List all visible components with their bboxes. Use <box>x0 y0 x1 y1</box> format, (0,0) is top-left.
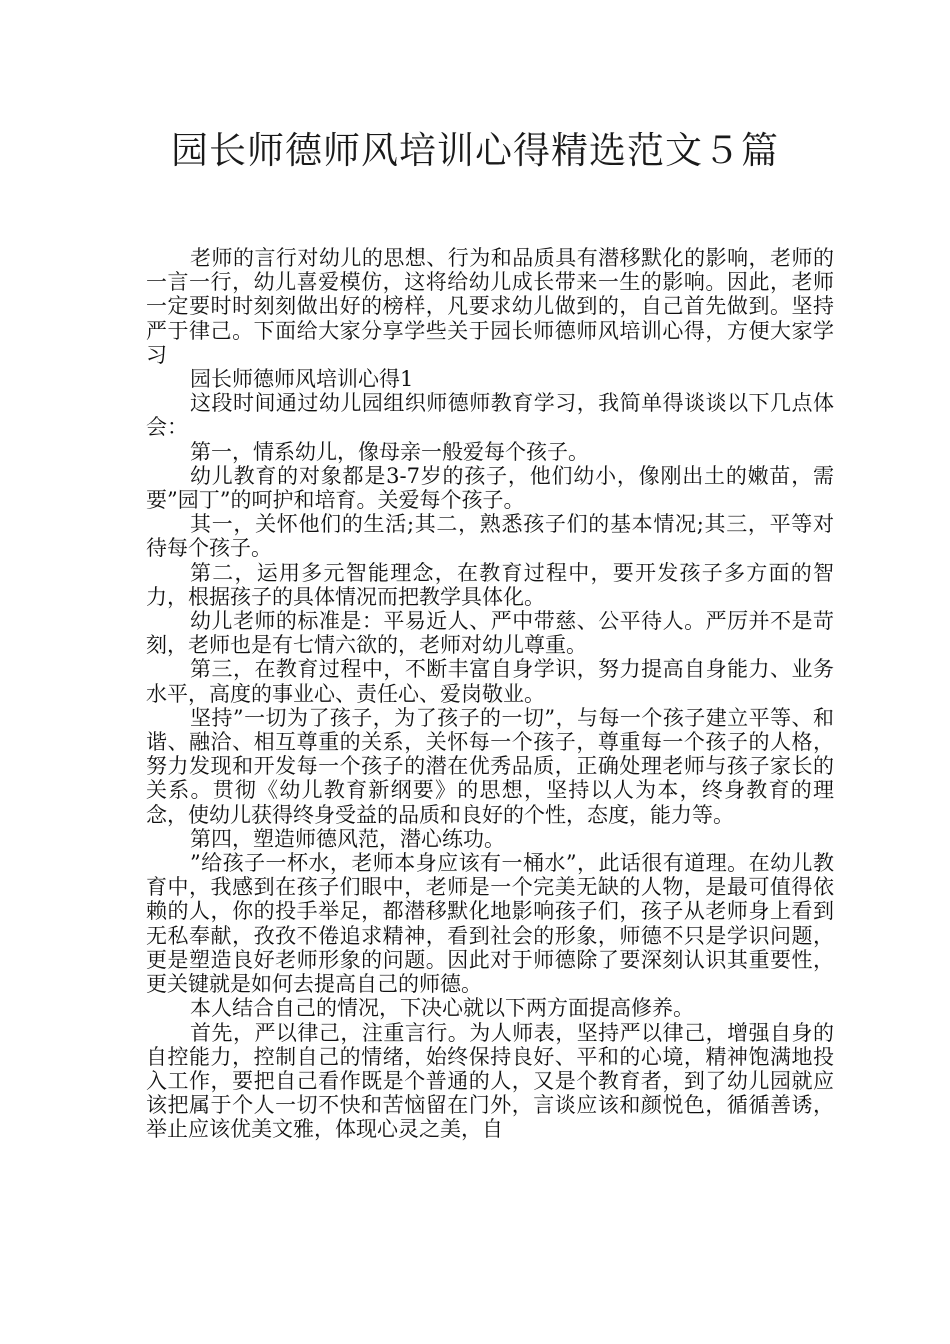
paragraph: 这段时间通过幼儿园组织师德师教育学习，我简单得谈谈以下几点体会： <box>146 391 834 440</box>
paragraph: 幼儿老师的标准是：平易近人、严中带慈、公平待人。严厉并不是苛刻，老师也是有七情六欲的，老师对幼儿尊重。 <box>146 609 834 658</box>
section-heading: 园长师德师风培训心得1 <box>190 367 414 392</box>
document-title: 园长师德师风培训心得精选范文５篇 <box>171 129 779 172</box>
paragraph: 幼儿教育的对象都是3-7岁的孩子，他们幼小，像刚出土的嫩苗，需要”园丁”的呵护和培育。关爱每个孩子。 <box>146 463 834 513</box>
paragraph: 老师的言行对幼儿的思想、行为和品质具有潜移默化的影响，老师的一言一行，幼儿喜爱模仿，这将给幼儿成长带来一生的影响。因此，老师一定要时时刻刻做出好的榜样，凡要求幼儿做到的，自己首先做到。坚持严于律己。下面给大家分享学些关于园长师德师风培训心得，方便大家学习 <box>146 246 834 367</box>
paragraph: ”给孩子一杯水，老师本身应该有一桶水”，此话很有道理。在幼儿教育中，我感到在孩子们眼中，老师是一个完美无缺的人物，是最可值得依赖的人，你的投手举足，都潜移默化地影响孩子们，孩子从老师身上看到无私奉献，孜孜不倦追求精神，看到社会的形象，师德不只是学识问题，更是塑造良好老师形象的问题。因此对于师德除了要深刻认识其重要性，更关键就是如何去提高自己的师德。 <box>146 851 834 997</box>
paragraph: 坚持”一切为了孩子，为了孩子的一切”，与每一个孩子建立平等、和谐、融洽、相互尊重的关系，关怀每一个孩子，尊重每一个孩子的人格，努力发现和开发每一个孩子的潜在优秀品质，正确处理老师与孩子家长的关系。贯彻《幼儿教育新纲要》的思想，坚持以人为本，终身教育的理念，使幼儿获得终身受益的品质和良好的个性，态度，能力等。 <box>146 705 834 827</box>
paragraph: 第四，塑造师德风范，潜心练功。 <box>190 826 505 851</box>
paragraph: 第三，在教育过程中，不断丰富自身学识，努力提高自身能力、业务水平，高度的事业心、责任心、爱岗敬业。 <box>146 657 834 706</box>
paragraph: 第二，运用多元智能理念，在教育过程中，要开发孩子多方面的智力，根据孩子的具体情况而把教学具体化。 <box>146 560 834 609</box>
paragraph: 本人结合自己的情况，下决心就以下两方面提高修养。 <box>190 996 694 1021</box>
paragraph: 其一，关怀他们的生活;其二，熟悉孩子们的基本情况;其三，平等对待每个孩子。 <box>146 512 834 561</box>
document-body <box>146 246 834 1142</box>
paragraph: 第一，情系幼儿，像母亲一般爱每个孩子。 <box>190 439 589 464</box>
paragraph: 首先，严以律己，注重言行。为人师表，坚持严以律己，增强自身的自控能力，控制自己的情绪，始终保持良好、平和的心境，精神饱满地投入工作，要把自己看作既是个普通的人，又是个教育者，到了幼儿园就应该把属于个人一切不快和苦恼留在门外，言谈应该和颜悦色，循循善诱，举止应该优美文雅，体现心灵之美，自 <box>146 1020 834 1142</box>
